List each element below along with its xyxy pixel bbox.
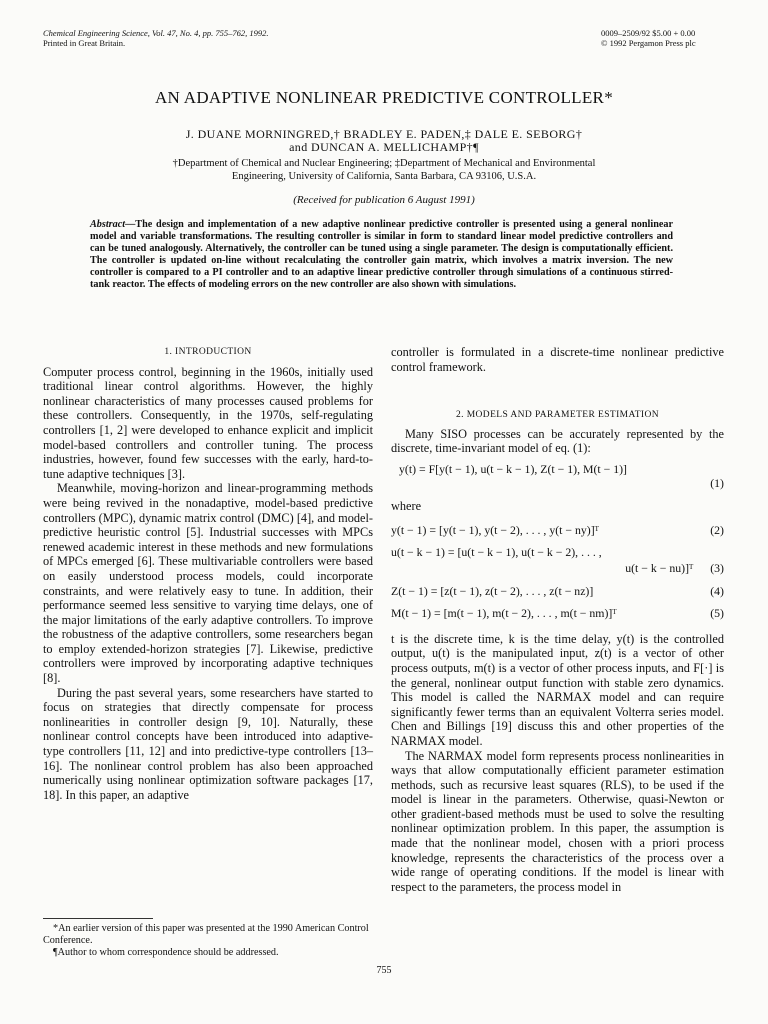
equation-1-number: (1) <box>710 475 724 490</box>
where-label: where <box>391 498 422 513</box>
section-heading-models: 2. MODELS AND PARAMETER ESTIMATION <box>456 410 659 421</box>
affiliations <box>0 157 768 183</box>
intro-paragraph-1: Computer process control, beginning in the 1960s, initially used traditional linear control algorithms. However, the highly nonlinear characteristics of many processes caused problems for these controllers. Consequently, in the 1970s, self-regulating controllers [1, 2] were developed to enhance explicit and implicit model-based controllers and controller tuning. The process industries, however, found few successes with the early, hard-to-tune adaptive techniques [3]. <box>43 364 373 481</box>
abstract-label: Abstract <box>90 219 126 230</box>
authors-line-1: J. DUANE MORNINGRED,† BRADLEY E. PADEN,‡ DALE E. SEBORG† <box>185 127 583 141</box>
affiliation-line-1: †Department of Chemical and Nuclear Engineering; ‡Department of Mechanical and Environmental <box>172 158 596 169</box>
models-paragraph-3: The NARMAX model form represents process nonlinearities in ways that allow computationally efficient parameter estimation methods, such as recursive least squares (RLS), to be used if the model is linear in the parameters. Otherwise, quasi-Newton or other gradient-based methods must be used to solve the resulting nonlinear optimization problem. In this paper, the assumption is made that the nonlinear model, chosen with a priori process knowledge, represents the characteristics of the process over a wide range of operating conditions. If the model is linear with respect to the parameters, the process model in <box>391 748 724 894</box>
issn-price: 0009–2509/92 $5.00 + 0.00 <box>601 28 696 38</box>
equation-4-body: Z(t − 1) = [z(t − 1), z(t − 2), . . . , z(t − nz)] <box>391 583 594 598</box>
footnotes <box>43 918 373 959</box>
equation-1-body: y(t) = F[y(t − 1), u(t − k − 1), Z(t − 1), M(t − 1)] <box>399 461 627 476</box>
footnote-1: *An earlier version of this paper was presented at the 1990 American Control Conference. <box>43 923 369 946</box>
equation-3-body-a: u(t − k − 1) = [u(t − k − 1), u(t − k − 2), . . . , <box>391 545 602 560</box>
equation-3-body-b: u(t − k − nu)]ᵀ <box>625 561 694 576</box>
printed-in: Printed in Great Britain. <box>43 38 126 48</box>
equation-3-number: (3) <box>710 561 724 576</box>
models-paragraph-2: t is the discrete time, k is the time delay, y(t) is the controlled output, u(t) is the manipulated input, z(t) is a vector of other process outputs, m(t) is a vector of other process inputs, and F[·] is the general, nonlinear output function with stable zero dynamics. This model is called the NARMAX model and can require significantly fewer terms than an equivalent Volterra series model. Chen and Billings [19] discuss this and other properties of the NARMAX model. <box>391 631 724 748</box>
copyright: © 1992 Pergamon Press plc <box>601 38 696 48</box>
received-date: (Received for publication 6 August 1991) <box>293 194 475 206</box>
page-number: 755 <box>376 965 392 976</box>
intro-paragraph-3: During the past several years, some researchers have started to focus on strategies that directly compensate for process nonlinearities in controller design [9, 10]. Naturally, these nonlinear control concepts have been introduced into adaptive-type controllers [11, 12] and into predictive-type controllers [13–16]. The nonlinear control problem has also been approached numerically using nonlinear optimization software packages [17, 18]. In this paper, an adaptive <box>43 685 373 802</box>
equation-5 <box>391 606 724 620</box>
equation-2-body: y(t − 1) = [y(t − 1), y(t − 2), . . . , y(t − ny)]ᵀ <box>391 523 599 538</box>
paper-title: AN ADAPTIVE NONLINEAR PREDICTIVE CONTROLLER* <box>154 88 613 107</box>
equation-3-continuation <box>391 561 724 576</box>
publisher-header <box>601 28 696 48</box>
footnote-rule <box>43 918 153 919</box>
equation-2 <box>391 523 724 537</box>
journal-citation: Chemical Engineering Science, Vol. 47, No. 4, pp. 755–762, 1992. <box>43 28 269 38</box>
models-paragraph-1: Many SISO processes can be accurately represented by the discrete, time-invariant model of eq. (1): <box>391 426 724 456</box>
equation-5-number: (5) <box>710 605 724 620</box>
authors-line-2: and DUNCAN A. MELLICHAMP†¶ <box>289 140 479 154</box>
journal-header <box>43 28 268 48</box>
equation-5-body: M(t − 1) = [m(t − 1), m(t − 2), . . . , m(t − nm)]ᵀ <box>391 605 617 620</box>
affiliation-line-2: Engineering, University of California, Santa Barbara, CA 93106, U.S.A. <box>231 171 537 182</box>
section-heading-introduction: 1. INTRODUCTION <box>164 347 252 357</box>
equation-1 <box>399 462 724 476</box>
intro-paragraph-2: Meanwhile, moving-horizon and linear-programming methods were being revived in the nonadaptive, model-based predictive controllers (MPC), dynamic matrix control (DMC) [4], and model-predictive heuristic control [5]. Industrial successes with MPCs renewed academic interest in these methods and new formulations of MPCs emerged [6]. These multivariable controllers were based on easily understood process models, could incorporate constraints, and were relatively easy to tune. In addition, their performance seemed less sensitive to varying time delays, one of the major limitations of the early adaptive controllers. To improve the robustness of the adaptive controllers, some researchers began to employ extended-horizon strategies [7]. Likewise, predictive controllers were improved by incorporating adaptive techniques [8]. <box>43 481 373 686</box>
footnote-2: ¶Author to whom correspondence should be addressed. <box>53 947 279 958</box>
abstract-text: —The design and implementation of a new adaptive nonlinear predictive controller is presented using a general nonlinear model and variable transformations. The resulting controller is similar in form to standard linear model predictive controllers and can be tuned analogously. Alternatively, the controller can be tuned using a single parameter. The design is computationally efficient. The controller is updated on-line without recalculating the controller gain matrix, which involves a matrix inversion. The new controller is compared to a PI controller and to an adaptive linear predictive controller through simulations of a continuous stirred-tank reactor. The effects of modeling errors on the new controller are also shown with simulations. <box>90 219 673 290</box>
equation-4 <box>391 584 724 598</box>
equation-3 <box>391 545 724 559</box>
equation-2-number: (2) <box>710 523 724 538</box>
author-list <box>0 128 768 154</box>
left-column <box>43 345 373 802</box>
right-column <box>391 345 724 894</box>
equation-4-number: (4) <box>710 583 724 598</box>
abstract <box>90 219 673 291</box>
intro-continuation: controller is formulated in a discrete-time nonlinear predictive control framework. <box>391 345 724 374</box>
